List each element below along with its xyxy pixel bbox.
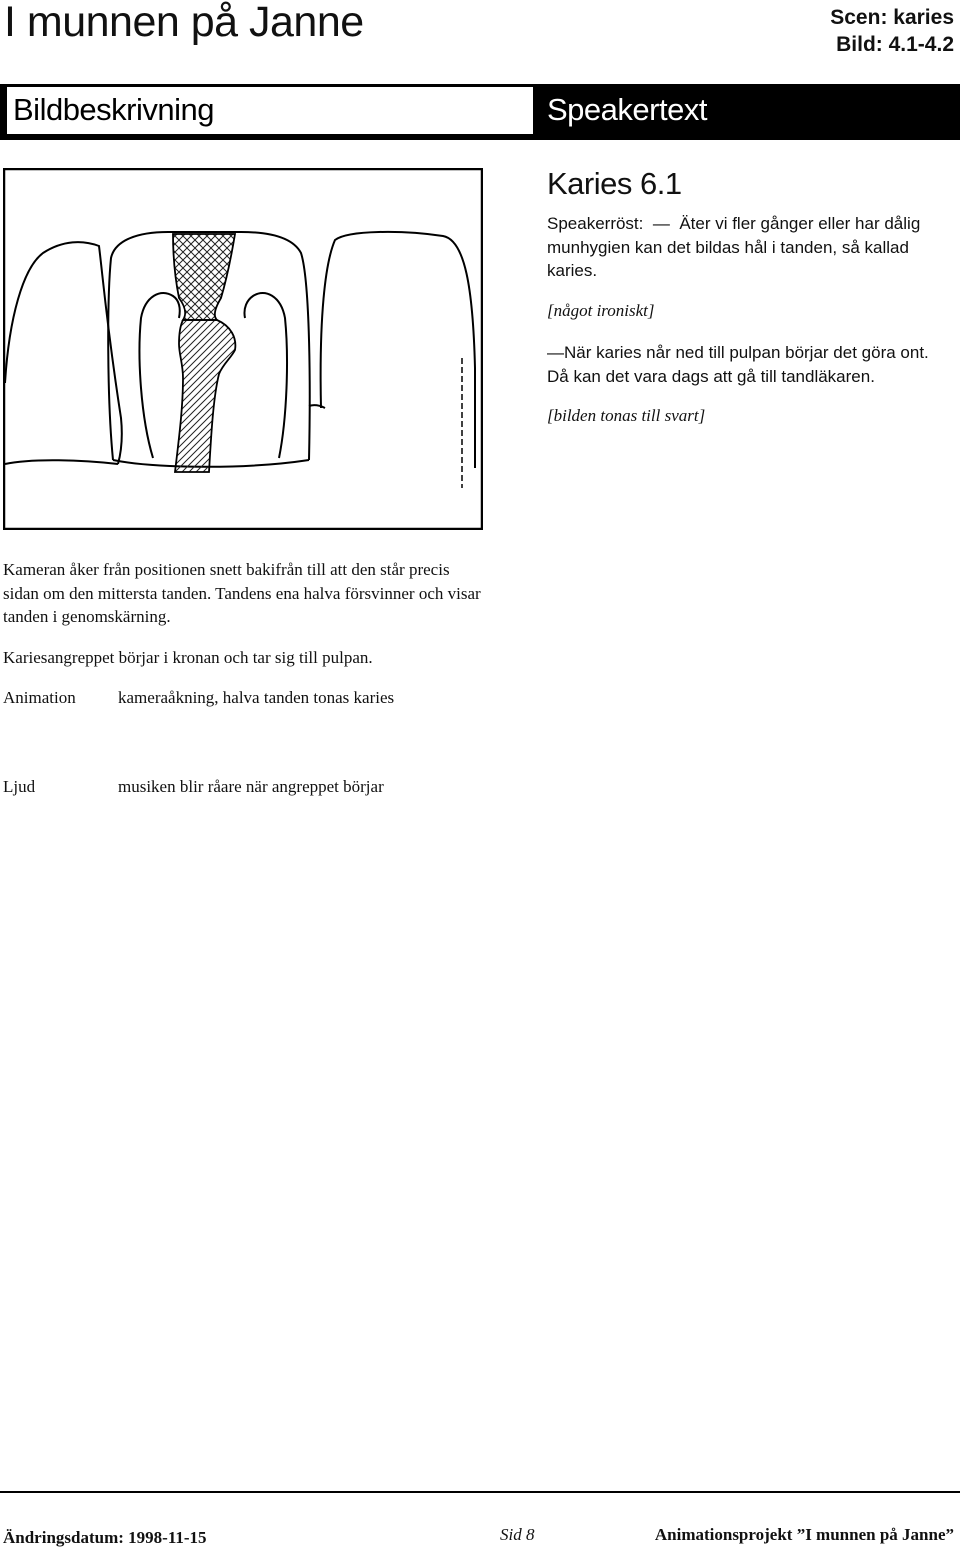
speaker-voice-label: Speakerröst:: [547, 214, 644, 233]
stage-direction-2: [bilden tonas till svart]: [547, 406, 706, 425]
description-paragraph-1: Kameran åker från positionen snett bakifrån till att den står precis sidan om den mittersta tanden. Tandens ena halva försvinner och visar tanden i genomskärning.: [3, 560, 481, 626]
stage-direction-1: [något ironiskt]: [547, 301, 655, 320]
speaker-heading: Karies 6.1: [547, 166, 682, 201]
animation-value: kameraåkning, halva tanden tonas karies: [118, 688, 395, 707]
speaker-line-1: Äter vi fler gånger eller har dålig munhygien kan det bildas hål i tanden, så kallad karies.: [547, 214, 921, 280]
footer-page-number: Sid 8: [500, 1525, 535, 1544]
speaker-line-2-block: [547, 341, 952, 388]
tooth-cross-section-illustration: [3, 168, 483, 530]
footer-change-date: Ändringsdatum: 1998-11-15: [3, 1528, 207, 1547]
sound-label: Ljud: [3, 777, 36, 796]
column-header-image-description: Bildbeskrivning: [13, 92, 214, 127]
dialogue-dash-2: —: [547, 343, 564, 362]
scene-meta: [830, 4, 954, 58]
animation-label: Animation: [3, 688, 76, 707]
footer-rule: [0, 1491, 960, 1493]
speaker-voice-line: [547, 212, 952, 283]
dialogue-dash: —: [648, 214, 675, 233]
illustration-frame: [4, 169, 482, 529]
sound-value: musiken blir råare när angreppet börjar: [118, 777, 384, 796]
column-header-speaker-text: Speakertext: [547, 92, 707, 127]
description-paragraph-2: Kariesangreppet börjar i kronan och tar sig till pulpan.: [3, 648, 373, 667]
image-number-label: Bild: 4.1-4.2: [836, 33, 954, 56]
footer-project-name: Animationsprojekt ”I munnen på Janne”: [654, 1525, 954, 1544]
document-title: I munnen på Janne: [4, 0, 364, 46]
scene-label: Scen: karies: [830, 6, 954, 29]
speaker-line-2: När karies når ned till pulpan börjar det göra ont. Då kan det vara dags att gå till tandläkaren.: [547, 343, 929, 386]
